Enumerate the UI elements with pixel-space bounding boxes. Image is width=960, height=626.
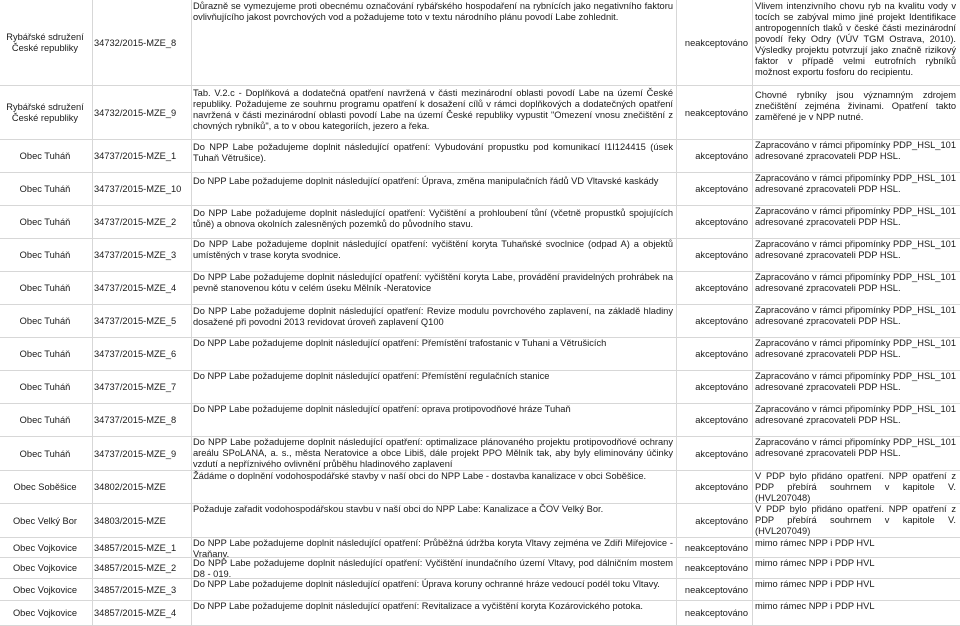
submitter-cell [0, 239, 90, 272]
submitter-name: Obec Vojkovice [12, 563, 78, 574]
comment-text: Do NPP Labe požadujeme doplnit následující opatření: oprava protipovodňové hráze Tuhaň [193, 404, 571, 414]
reference-number: 34737/2015-MZE_2 [94, 217, 177, 228]
submitter-cell [0, 437, 90, 471]
comment-cell [193, 140, 673, 173]
reference-number: 34737/2015-MZE_8 [94, 415, 177, 426]
resolution-cell [755, 579, 956, 601]
submitter-cell [0, 371, 90, 404]
comment-cell [193, 371, 673, 404]
table-row [0, 305, 960, 338]
reference-number: 34737/2015-MZE_10 [94, 184, 182, 195]
comment-text: Do NPP Labe požadujeme doplnit následující opatření: Revitalizace a vyčištění koryta Kozárovického potoka. [193, 601, 643, 611]
table-row [0, 504, 960, 538]
resolution-text: Zapracováno v rámci připomínky PDP_HSL_101 adresované zpracovateli PDP HSL. [755, 272, 956, 293]
status-cell [672, 86, 748, 140]
resolution-cell [755, 86, 956, 140]
reference-number: 34803/2015-MZE [94, 515, 166, 526]
comment-cell [193, 86, 673, 140]
submitter-name: Obec Tuháň [19, 349, 71, 360]
submitter-name: Obec Tuháň [19, 184, 71, 195]
submitter-cell [0, 338, 90, 371]
comment-cell [193, 404, 673, 437]
status-cell [672, 272, 748, 305]
status-text: akceptováno [695, 151, 748, 162]
table-row [0, 471, 960, 504]
status-text: akceptováno [695, 415, 748, 426]
reference-cell [94, 86, 188, 140]
submitter-cell [0, 140, 90, 173]
table-row [0, 371, 960, 404]
table-row [0, 579, 960, 601]
resolution-text: Zapracováno v rámci připomínky PDP_HSL_101 adresované zpracovateli PDP HSL. [755, 338, 956, 359]
resolution-cell [755, 558, 956, 579]
reference-cell [94, 437, 188, 471]
resolution-text: V PDP bylo přidáno opatření. NPP opatření z PDP přebírá souhrnem v kapitole V. (HVL207049) [755, 504, 956, 536]
status-cell [672, 558, 748, 579]
status-text: akceptováno [695, 349, 748, 360]
resolution-cell [755, 272, 956, 305]
reference-cell [94, 206, 188, 239]
status-cell [672, 140, 748, 173]
status-text: akceptováno [695, 217, 748, 228]
resolution-text: Zapracováno v rámci připomínky PDP_HSL_101 adresované zpracovateli PDP HSL. [755, 404, 956, 425]
resolution-cell [755, 239, 956, 272]
reference-number: 34732/2015-MZE_9 [94, 107, 177, 118]
resolution-cell [755, 338, 956, 371]
reference-cell [94, 305, 188, 338]
status-text: akceptováno [695, 515, 748, 526]
submitter-name: Obec Soběšice [13, 482, 77, 493]
submitter-cell [0, 0, 90, 86]
resolution-text: mimo rámec NPP i PDP HVL [755, 601, 875, 611]
resolution-text: Zapracováno v rámci připomínky PDP_HSL_101 adresované zpracovateli PDP HSL. [755, 305, 956, 326]
comment-text: Tab. V.2.c - Doplňková a dodatečná opatření navržená v části mezinárodní oblasti povodí Labe na území České republiky. Požadujeme ze souhrnu programu opatření k dosažení cílů v rámci doplňkových a dodatečných opatření navržená v části mezinárodní oblasti povodí Labe na území České republiky vypustit "Omezení vnosu znečištění z chovných rybníků", a to v obou kategoriích, jezero a řeka. [193, 88, 673, 131]
status-text: neakceptováno [684, 37, 748, 48]
comment-text: Žádáme o doplnění vodohospodářské stavby v naší obci do NPP Labe - dostavba kanalizace v obci Soběšice. [193, 471, 647, 481]
resolution-text: Zapracováno v rámci připomínky PDP_HSL_101 adresované zpracovateli PDP HSL. [755, 173, 956, 194]
comment-text: Do NPP Labe požadujeme doplnit následující opatření: Přemístění trafostanic v Tuhani a Větrušicích [193, 338, 607, 348]
status-cell [672, 173, 748, 206]
comment-text: Požaduje zařadit vodohospodářskou stavbu v naší obci do NPP Labe: Kanalizace a ČOV Velký Bor. [193, 504, 604, 514]
reference-cell [94, 338, 188, 371]
resolution-text: Zapracováno v rámci připomínky PDP_HSL_101 adresované zpracovateli PDP HSL. [755, 371, 956, 392]
reference-cell [94, 471, 188, 504]
submitter-name: Obec Vojkovice [12, 608, 78, 619]
reference-cell [94, 504, 188, 538]
resolution-cell [755, 173, 956, 206]
status-cell [672, 404, 748, 437]
submitter-name: Obec Tuháň [19, 217, 71, 228]
status-text: akceptováno [695, 184, 748, 195]
resolution-text: Zapracováno v rámci připomínky PDP_HSL_101 adresované zpracovateli PDP HSL. [755, 239, 956, 260]
comment-cell [193, 239, 673, 272]
table-row [0, 538, 960, 558]
status-cell [672, 504, 748, 538]
table-row [0, 239, 960, 272]
submitter-cell [0, 504, 90, 538]
submitter-cell [0, 206, 90, 239]
status-text: akceptováno [695, 283, 748, 294]
comment-cell [193, 538, 673, 558]
submitter-cell [0, 272, 90, 305]
resolution-cell [755, 371, 956, 404]
comment-text: Do NPP Labe požadujeme doplnit následující opatření: vyčištění koryta Tuhaňské svoclnice (odpad A) a objektů umístěných v trase koryta svodnice. [193, 239, 673, 260]
comment-text: Důrazně se vymezujeme proti obecnému označování rybářského hospodaření na rybnících jako negativního faktoru ovlivňujícího jakost povrchových vod a požadujeme toto v textu národního plánu povodí Labe zohlednit. [193, 1, 673, 22]
reference-number: 34737/2015-MZE_7 [94, 382, 177, 393]
resolution-cell [755, 601, 956, 626]
submitter-name: Obec Vojkovice [12, 584, 78, 595]
comment-cell [193, 579, 673, 601]
comment-cell [193, 558, 673, 579]
status-cell [672, 0, 748, 86]
reference-cell [94, 404, 188, 437]
resolution-cell [755, 0, 956, 86]
reference-number: 34732/2015-MZE_8 [94, 37, 177, 48]
resolution-text: V PDP bylo přidáno opatření. NPP opatření z PDP přebírá souhrnem v kapitole V. (HVL207048) [755, 471, 956, 503]
status-text: neakceptováno [684, 584, 748, 595]
reference-number: 34737/2015-MZE_4 [94, 283, 177, 294]
resolution-cell [755, 305, 956, 338]
status-text: akceptováno [695, 482, 748, 493]
comment-text: Do NPP Labe požadujeme doplnit následující opatření: Přemístění regulačních stanice [193, 371, 550, 381]
comment-text: Do NPP Labe požadujeme doplnit následující opatření: Průběžná údržba koryta Vltavy zejména ve Zdiři Miřejovice - Vraňany. [193, 538, 673, 559]
resolution-text: Vlivem intenzivního chovu ryb na kvalitu vody v tocích se zabýval mimo jiné projekt Identifikace antropogenních tlaků v české části mezinárodní povodí řeky Odry (VÚV TGM Ostrava, 2010). Výsledky projektu potvrzují jako značně rizikový faktor v případě velmi eutrofních rybníků možnost exportu fosforu do recipientu. [755, 1, 956, 77]
reference-number: 34737/2015-MZE_3 [94, 250, 177, 261]
comment-cell [193, 305, 673, 338]
reference-cell [94, 538, 188, 558]
table-row [0, 558, 960, 579]
resolution-cell [755, 206, 956, 239]
status-text: neakceptováno [684, 563, 748, 574]
resolution-text: mimo rámec NPP i PDP HVL [755, 558, 875, 568]
submitter-cell [0, 601, 90, 626]
comment-cell [193, 206, 673, 239]
table-row [0, 404, 960, 437]
resolution-cell [755, 437, 956, 471]
submitter-cell [0, 558, 90, 579]
status-text: akceptováno [695, 448, 748, 459]
submitter-cell [0, 86, 90, 140]
comment-cell [193, 504, 673, 538]
reference-number: 34857/2015-MZE_1 [94, 542, 177, 553]
reference-cell [94, 272, 188, 305]
status-cell [672, 601, 748, 626]
resolution-cell [755, 404, 956, 437]
status-text: akceptováno [695, 382, 748, 393]
comment-text: Do NPP Labe požadujeme doplnit následující opatření: Vyčištění inundačního území Vltavy, pod dálničním mostem D8 - 019. [193, 558, 673, 579]
resolution-cell [755, 538, 956, 558]
reference-number: 34857/2015-MZE_4 [94, 608, 177, 619]
comment-text: Do NPP Labe požadujeme doplnit následující opatření: Úprava koruny ochranné hráze vedoucí podél toku Vltavy. [193, 579, 660, 589]
status-text: akceptováno [695, 316, 748, 327]
status-text: neakceptováno [684, 608, 748, 619]
resolution-text: Chovné rybníky jsou významným zdrojem znečištění zejména živinami. Opatření takto zaměřené je v NPP nutné. [755, 90, 956, 122]
comment-cell [193, 437, 673, 471]
comment-cell [193, 601, 673, 626]
status-cell [672, 305, 748, 338]
submitter-name: Obec Tuháň [19, 316, 71, 327]
reference-cell [94, 371, 188, 404]
submitter-name: Rybářské sdružení České republiky [6, 32, 84, 53]
submitter-cell [0, 173, 90, 206]
submitter-cell [0, 579, 90, 601]
submitter-name: Rybářské sdružení České republiky [6, 102, 84, 123]
reference-number: 34737/2015-MZE_5 [94, 316, 177, 327]
submitter-name: Obec Tuháň [19, 415, 71, 426]
status-cell [672, 471, 748, 504]
comment-cell [193, 471, 673, 504]
table-row [0, 206, 960, 239]
reference-number: 34802/2015-MZE [94, 482, 166, 493]
comment-cell [193, 0, 673, 86]
comment-text: Do NPP Labe požadujeme doplnit následující opatření: optimalizace plánovaného projektu protipovodňové ochrany areálu SPoLANA, a. s., města Neratovice a obce Libiš, dále projekt PPO Mělník tak, aby byly eliminovány účinky vzdutí a nepříznivého ovlivnění průběhu hladinového zaplavení [193, 437, 673, 469]
resolution-text: Zapracováno v rámci připomínky PDP_HSL_101 adresované zpracovateli PDP HSL. [755, 206, 956, 227]
reference-number: 34737/2015-MZE_9 [94, 448, 177, 459]
submitter-name: Obec Vojkovice [12, 542, 78, 553]
resolution-cell [755, 471, 956, 504]
comment-text: Do NPP Labe požadujeme doplnit následující opatření: Úprava, změna manipulačních řádů VD Vltavské kaskády [193, 176, 659, 186]
reference-number: 34737/2015-MZE_6 [94, 349, 177, 360]
status-cell [672, 239, 748, 272]
comment-text: Do NPP Labe požadujeme doplnit následující opatření: Vyčištění a prohloubení tůní (včetně propustků spojujících tůně) a obnova okolních zalesněných pozemků do původního stavu. [193, 208, 673, 229]
table-row [0, 272, 960, 305]
submitter-cell [0, 404, 90, 437]
submitter-name: Obec Tuháň [19, 448, 71, 459]
reference-cell [94, 579, 188, 601]
resolution-text: mimo rámec NPP i PDP HVL [755, 579, 875, 589]
submitter-cell [0, 471, 90, 504]
resolution-text: Zapracováno v rámci připomínky PDP_HSL_101 adresované zpracovateli PDP HSL. [755, 140, 956, 161]
status-cell [672, 206, 748, 239]
table-row [0, 338, 960, 371]
comment-text: Do NPP Labe požadujeme doplnit následující opatření: Revize modulu povrchového zaplavení, na základě hladiny dosažené při povodni 2013 revidovat úroveň zaplavení Q100 [193, 306, 673, 327]
reference-cell [94, 601, 188, 626]
comment-cell [193, 173, 673, 206]
reference-cell [94, 558, 188, 579]
comment-text: Do NPP Labe požadujeme doplnit následující opatření: Vybudování propustku pod komunikací I1I124415 (úsek Tuhaň Větrušice). [193, 142, 673, 163]
status-cell [672, 338, 748, 371]
status-cell [672, 437, 748, 471]
submitter-name: Obec Tuháň [19, 382, 71, 393]
reference-cell [94, 239, 188, 272]
status-text: akceptováno [695, 250, 748, 261]
table-row [0, 601, 960, 626]
resolution-text: Zapracováno v rámci připomínky PDP_HSL_101 adresované zpracovateli PDP HSL. [755, 437, 956, 458]
submitter-name: Obec Tuháň [19, 283, 71, 294]
status-cell [672, 371, 748, 404]
status-cell [672, 538, 748, 558]
submitter-name: Obec Velký Bor [12, 515, 78, 526]
table-row [0, 86, 960, 140]
comment-cell [193, 338, 673, 371]
resolution-text: mimo rámec NPP i PDP HVL [755, 538, 875, 548]
resolution-cell [755, 504, 956, 538]
reference-number: 34857/2015-MZE_2 [94, 563, 177, 574]
comment-cell [193, 272, 673, 305]
status-cell [672, 579, 748, 601]
reference-cell [94, 173, 188, 206]
reference-cell [94, 0, 188, 86]
table-row [0, 173, 960, 206]
reference-cell [94, 140, 188, 173]
table-row [0, 0, 960, 86]
status-text: neakceptováno [684, 107, 748, 118]
table-row [0, 140, 960, 173]
submitter-name: Obec Tuháň [19, 151, 71, 162]
resolution-cell [755, 140, 956, 173]
reference-number: 34857/2015-MZE_3 [94, 584, 177, 595]
submitter-name: Obec Tuháň [19, 250, 71, 261]
reference-number: 34737/2015-MZE_1 [94, 151, 177, 162]
submitter-cell [0, 538, 90, 558]
submitter-cell [0, 305, 90, 338]
status-text: neakceptováno [684, 542, 748, 553]
comment-text: Do NPP Labe požadujeme doplnit následující opatření: vyčištění koryta Labe, provádění pravidelných prohrábek na pevně stanovenou kótu v celém úseku Mělník -Neratovice [193, 272, 673, 293]
table-row [0, 437, 960, 471]
